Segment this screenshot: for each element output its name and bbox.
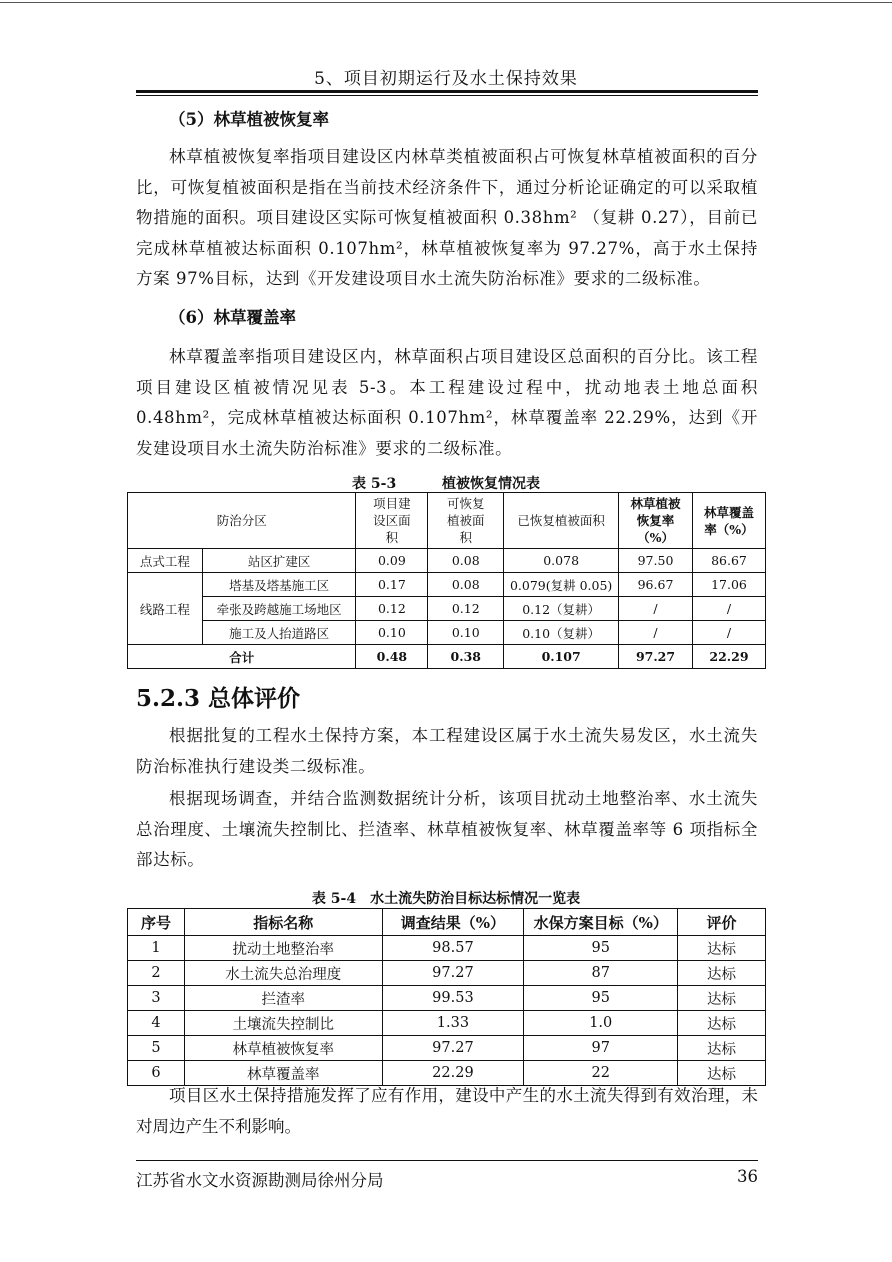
table-cell: 97.27 bbox=[382, 961, 524, 986]
table-cell: 0.08 bbox=[428, 573, 504, 597]
table-row bbox=[128, 936, 766, 961]
table-cell: 0.38 bbox=[428, 645, 504, 669]
table-cell: 87 bbox=[524, 961, 678, 986]
table-cell: 0.12（复耕） bbox=[504, 597, 619, 621]
table-cell: 水土流失总治理度 bbox=[184, 961, 382, 986]
evaluation-paragraph-1 bbox=[136, 721, 758, 782]
table-cell: 97 bbox=[524, 1036, 678, 1061]
col-header bbox=[356, 493, 428, 549]
table-cell: 0.078 bbox=[504, 549, 619, 573]
table-cell: 97.27 bbox=[382, 1036, 524, 1061]
table-cell: 土壤流失控制比 bbox=[184, 1011, 382, 1036]
table-cell: / bbox=[619, 621, 693, 645]
col-header: 防治分区 bbox=[128, 493, 356, 549]
table-row bbox=[128, 961, 766, 986]
table-cell: 1.33 bbox=[382, 1011, 524, 1036]
table-cell: 施工及人抬道路区 bbox=[202, 621, 356, 645]
table-cell: 合计 bbox=[128, 645, 356, 669]
group-cell: 线路工程 bbox=[128, 573, 203, 645]
table-cell: 扰动土地整治率 bbox=[184, 936, 382, 961]
col-header-text: 林草植被恢复率（%） bbox=[630, 496, 681, 545]
header-rule-thin bbox=[136, 95, 758, 96]
table-cell: 22 bbox=[524, 1061, 678, 1086]
table-cell: 0.10 bbox=[356, 621, 428, 645]
table-cell: 林草覆盖率 bbox=[184, 1061, 382, 1086]
table-cell: 0.48 bbox=[356, 645, 428, 669]
col-header-text: 项目建设区面积 bbox=[373, 496, 411, 545]
evaluation-paragraph-2 bbox=[136, 784, 758, 876]
col-header: 已恢复植被面积 bbox=[504, 493, 619, 549]
table-cell: 达标 bbox=[678, 1011, 766, 1036]
text-line: 目前已完成林草植被达标面积 0.107hm²，林草植被恢复率为 97.27%，高于水土 bbox=[136, 208, 758, 258]
table-cell: 达标 bbox=[678, 1036, 766, 1061]
table-row bbox=[128, 549, 766, 573]
table-total-row bbox=[128, 645, 766, 669]
text-line: 程项目建设区植被情况见表 5-3。本工程建设过程中，扰动地表土地总面积 bbox=[136, 347, 758, 397]
table-cell: 达标 bbox=[678, 1061, 766, 1086]
text-line: 保持方案 97%目标，达到《开发建设项目水土流失防治标准》要求的二级标准。 bbox=[136, 238, 759, 289]
text-line: 林草植被恢复率指项目建设区内林草类植被面积占可恢复林草植被面积的 bbox=[169, 147, 724, 166]
col-header-text: 林草覆盖率（%） bbox=[703, 504, 754, 537]
table-row bbox=[128, 986, 766, 1011]
section-5-heading: （5）林草植被恢复率 bbox=[169, 110, 329, 129]
closing-paragraph bbox=[136, 1081, 758, 1142]
table-cell: 22.29 bbox=[692, 645, 765, 669]
text-line: 标全部达标。 bbox=[136, 819, 759, 870]
table-cell: 4 bbox=[128, 1011, 185, 1036]
table-row bbox=[128, 597, 766, 621]
col-header: 指标名称 bbox=[184, 909, 382, 936]
col-header: 序号 bbox=[128, 909, 185, 936]
table-cell: 0.17 bbox=[356, 573, 428, 597]
table-cell: 3 bbox=[128, 986, 185, 1011]
col-header: 调查结果（%） bbox=[382, 909, 524, 936]
col-header-text: 可恢复植被面积 bbox=[447, 496, 485, 545]
table-cell: 97.27 bbox=[619, 645, 693, 669]
header-rule-thick bbox=[136, 90, 758, 93]
table-5-4-caption: 表 5-4 水土流失防治目标达标情况一览表 bbox=[311, 891, 581, 907]
section-6 bbox=[136, 304, 758, 464]
top-edge-line bbox=[0, 2, 892, 3]
col-header bbox=[428, 493, 504, 549]
table-cell: 96.67 bbox=[619, 573, 693, 597]
table-cell: 拦渣率 bbox=[184, 986, 382, 1011]
text-line: 设项目水土流失防治标准》要求的二级标准。 bbox=[170, 438, 513, 458]
closing-text bbox=[136, 1081, 758, 1142]
group-cell: 点式工程 bbox=[128, 549, 203, 573]
col-header: 水保方案目标（%） bbox=[524, 909, 678, 936]
table-row bbox=[128, 621, 766, 645]
table-header-row bbox=[128, 493, 766, 549]
table-cell: 0.107 bbox=[504, 645, 619, 669]
text-line: 0.48hm²，完成林草植被达标面积 0.107hm²，林草覆盖率 22.29%，达到《开发建 bbox=[136, 408, 758, 458]
text-line: 失总治理度、土壤流失控制比、拦渣率、林草植被恢复率、林草覆盖率等 6 项指 bbox=[136, 789, 758, 839]
footer-rule bbox=[136, 1160, 758, 1161]
table-cell: 站区扩建区 bbox=[202, 549, 356, 573]
table-cell: 86.67 bbox=[692, 549, 765, 573]
table-row bbox=[128, 573, 766, 597]
target-compliance-table bbox=[127, 908, 766, 1086]
table-cell: 塔基及塔基施工区 bbox=[202, 573, 356, 597]
table-cell: 0.10（复耕） bbox=[504, 621, 619, 645]
section-title: 5.2.3 总体评价 bbox=[136, 685, 301, 712]
table-cell: 达标 bbox=[678, 986, 766, 1011]
table-cell: / bbox=[692, 621, 765, 645]
table-header-row bbox=[128, 909, 766, 936]
table-cell: 0.10 bbox=[428, 621, 504, 645]
vegetation-recovery-table bbox=[127, 492, 766, 669]
text-line: 林草覆盖率指项目建设区内，林草面积占项目建设区总面积的百分比。该工 bbox=[169, 347, 741, 366]
table-cell: / bbox=[692, 597, 765, 621]
col-header: 评价 bbox=[678, 909, 766, 936]
footer-organization: 江苏省水文水资源勘测局徐州分局 bbox=[136, 1171, 384, 1190]
table-cell: 0.12 bbox=[428, 597, 504, 621]
section-5 bbox=[136, 106, 758, 295]
table-5-3-caption bbox=[0, 473, 892, 493]
text-line: 根据现场调查，并结合监测数据统计分析，该项目扰动土地整治率、水土流 bbox=[169, 789, 741, 809]
table-cell: 0.09 bbox=[356, 549, 428, 573]
text-line: 根据批复的工程水土保持方案，本工程建设区属于水土流失易发区，水土流 bbox=[169, 726, 741, 745]
table-cell: 97.50 bbox=[619, 549, 693, 573]
table-cell: 17.06 bbox=[692, 573, 765, 597]
table-row bbox=[128, 1036, 766, 1061]
table-cell: 95 bbox=[524, 986, 678, 1011]
section-6-paragraph bbox=[136, 342, 758, 464]
section-5-paragraph bbox=[136, 142, 758, 295]
table-cell: 牵张及跨越施工场地区 bbox=[202, 597, 356, 621]
table-cell: 6 bbox=[128, 1061, 185, 1086]
table-cell: 1.0 bbox=[524, 1011, 678, 1036]
table-cell: / bbox=[619, 597, 693, 621]
table-cell: 达标 bbox=[678, 936, 766, 961]
table-title: 植被恢复情况表 bbox=[441, 476, 540, 492]
text-line: 采取植物措施的面积。项目建设区实际可恢复植被面积 0.38hm² （复耕 0.27）， bbox=[136, 177, 758, 228]
table-cell: 95 bbox=[524, 936, 678, 961]
text-line: 百分比，可恢复植被面积是指在当前技术经济条件下，通过分析论证确定的可以 bbox=[136, 147, 759, 197]
table-cell: 林草植被恢复率 bbox=[184, 1036, 382, 1061]
table-cell: 0.12 bbox=[356, 597, 428, 621]
page-number: 36 bbox=[737, 1167, 758, 1186]
table-cell: 0.08 bbox=[428, 549, 504, 573]
table-cell: 达标 bbox=[678, 961, 766, 986]
table-number: 表 5-3 bbox=[352, 476, 397, 492]
col-header bbox=[619, 493, 693, 549]
table-cell: 99.53 bbox=[382, 986, 524, 1011]
col-header bbox=[692, 493, 765, 549]
text-line: 失防治标准执行建设类二级标准。 bbox=[136, 726, 758, 776]
table-cell: 5 bbox=[128, 1036, 185, 1061]
section-6-heading: （6）林草覆盖率 bbox=[169, 308, 296, 327]
text-line: 未对周边产生不利影响。 bbox=[136, 1086, 758, 1136]
overall-evaluation bbox=[136, 721, 758, 876]
table-row bbox=[128, 1011, 766, 1036]
running-header: 5、项目初期运行及水土保持效果 bbox=[314, 69, 578, 89]
table-cell: 22.29 bbox=[382, 1061, 524, 1086]
table-cell: 98.57 bbox=[382, 936, 524, 961]
table-cell: 0.079(复耕 0.05) bbox=[504, 573, 619, 597]
table-cell: 2 bbox=[128, 961, 185, 986]
table-cell: 1 bbox=[128, 936, 185, 961]
text-line: 项目区水土保持措施发挥了应有作用，建设中产生的水土流失得到有效治理， bbox=[169, 1086, 742, 1105]
